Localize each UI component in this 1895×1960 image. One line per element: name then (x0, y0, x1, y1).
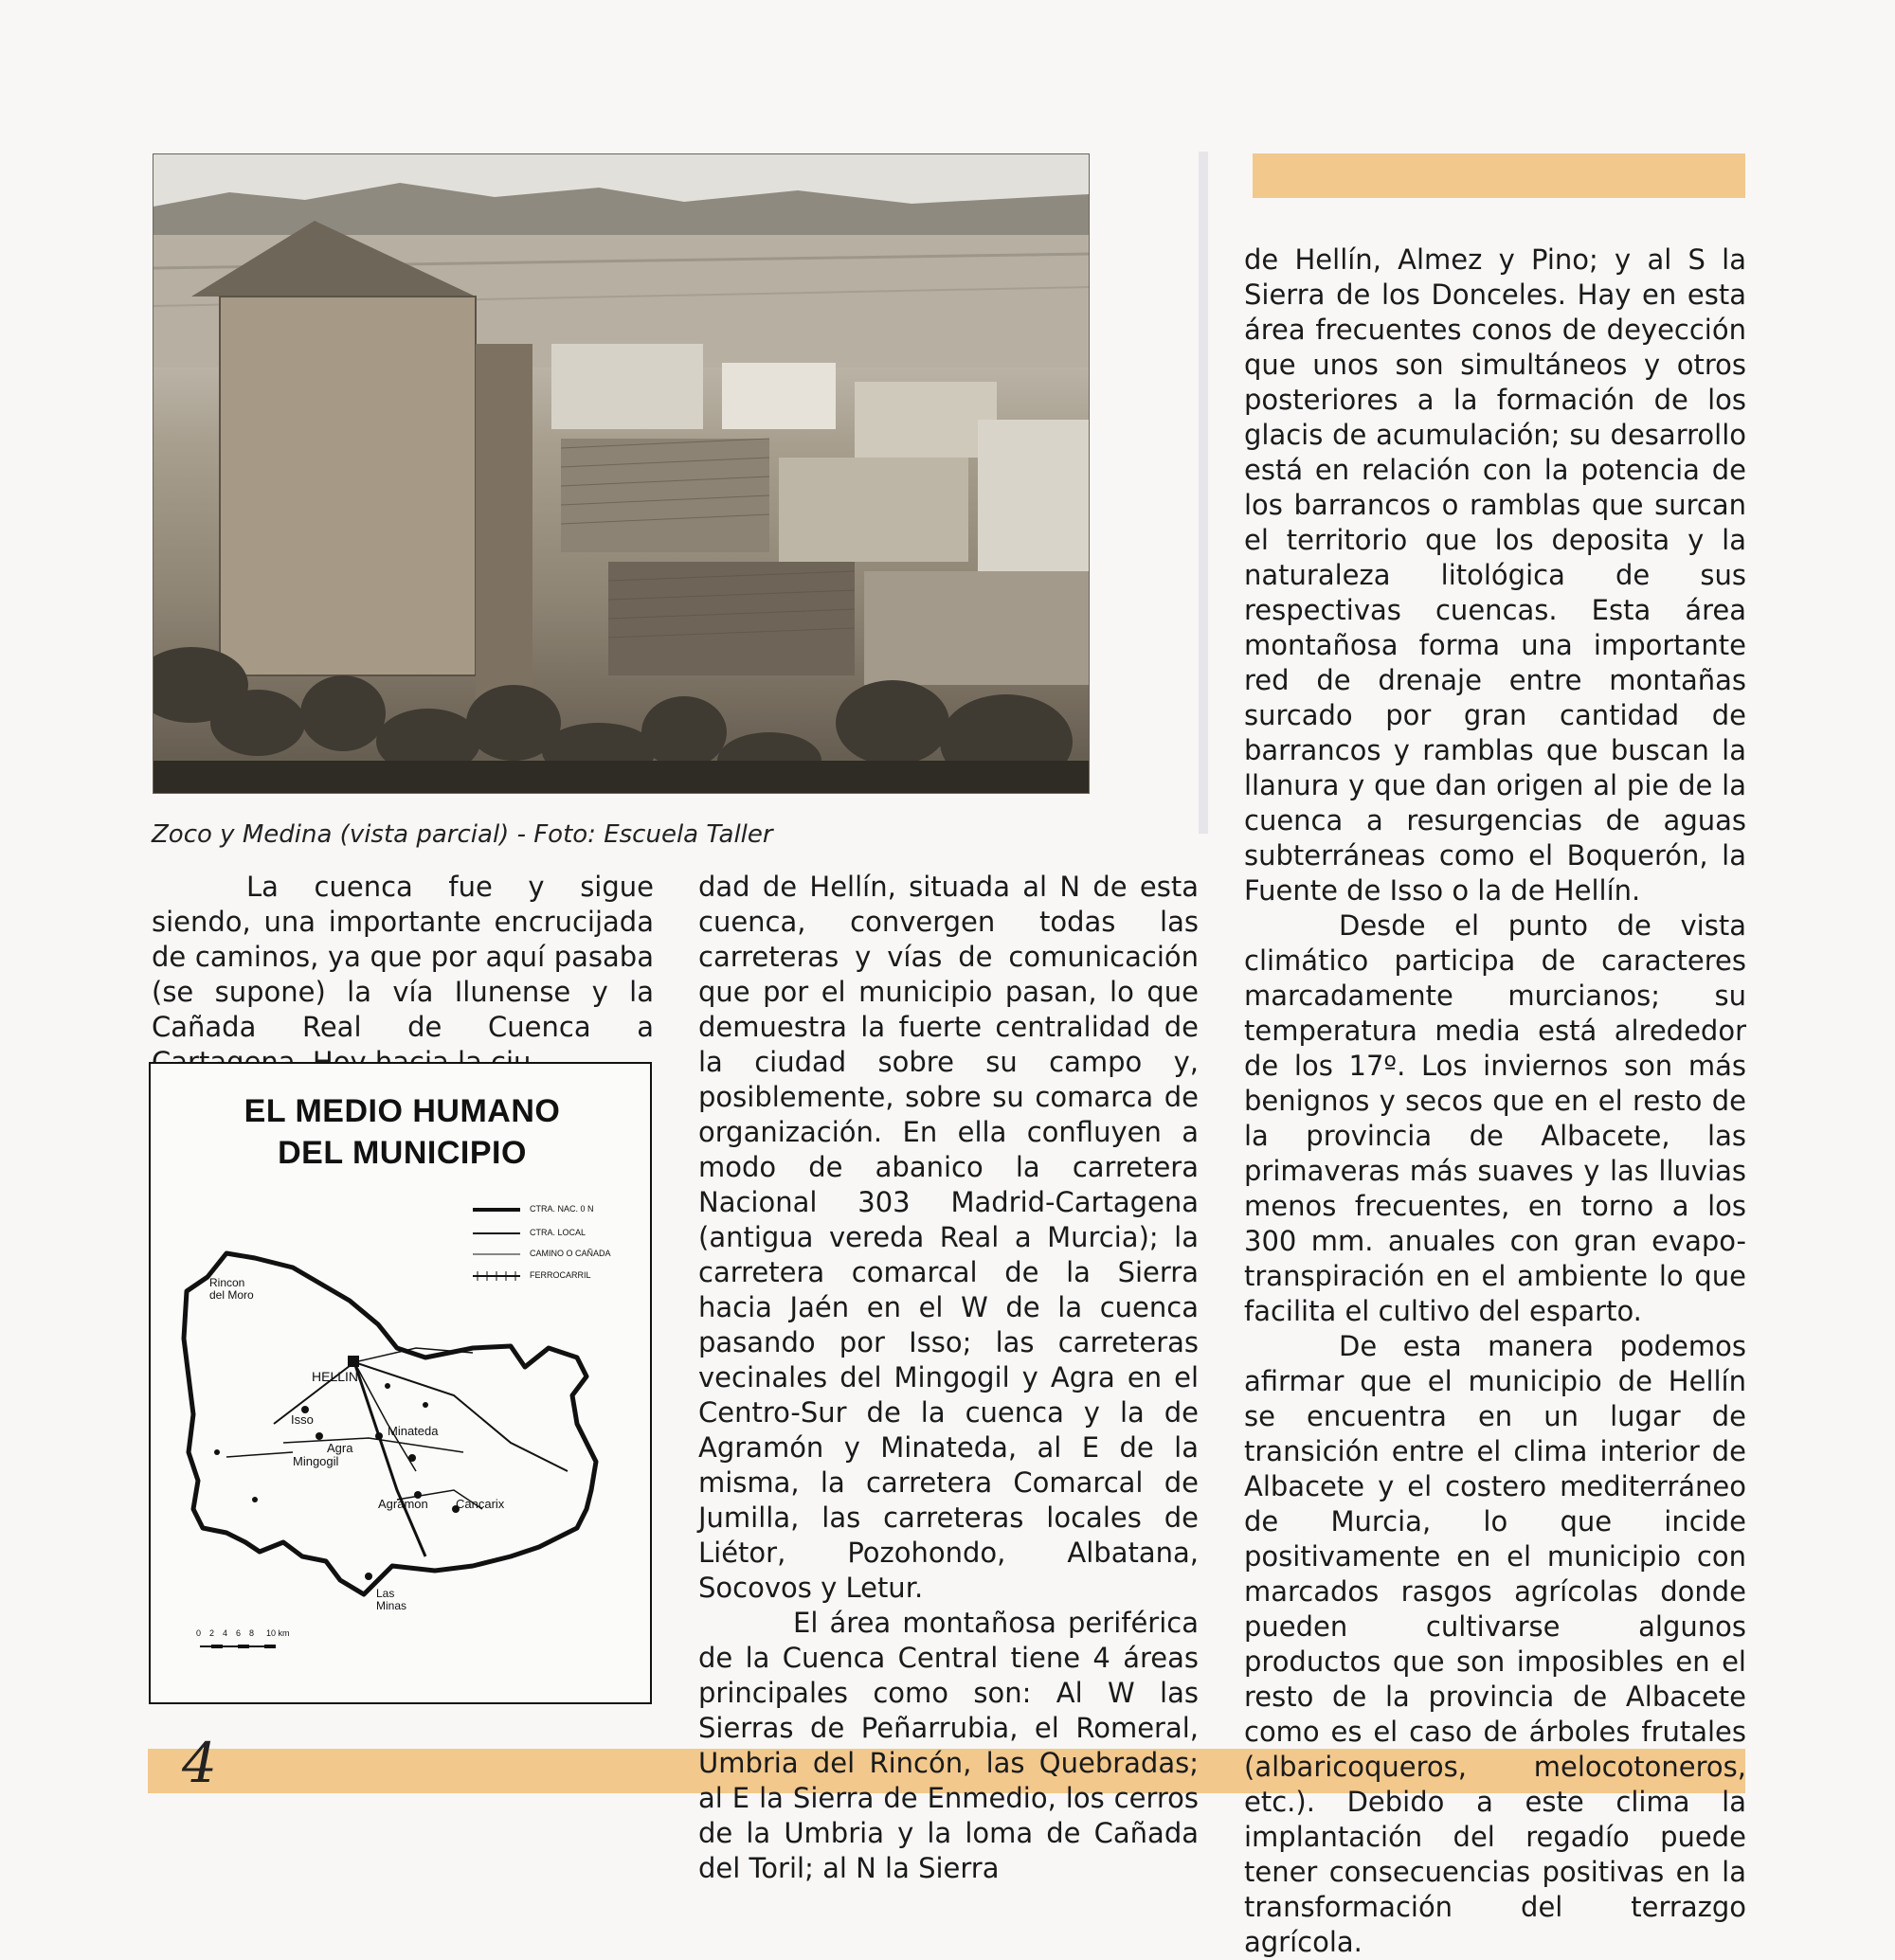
top-accent-band (1253, 153, 1745, 198)
paragraph: De esta manera podemos afirmar que el municipio de Hellín se encuentra en un lugar de transición entre el clima interior de Albacete y el costero mediterráneo de Murcia, lo que incide positivamente en el municipio con marcados rasgos agrícolas donde pueden cultivarse algunos productos que son imposibles en el resto de la provincia de Albacete como es el caso de árboles frutales (albaricoqueros, melocotoneros, etc.). Debido a este clima la implantación del regadío puede tener consecuencias positivas en la transformación del terrazgo agrícola. (1244, 1330, 1746, 1958)
scale-label: 0 (196, 1628, 202, 1638)
map-place-label: Minateda (388, 1424, 439, 1438)
page-number: 4 (182, 1731, 217, 1795)
map-place-label: Cancarix (456, 1497, 505, 1511)
column-1 (152, 870, 654, 1080)
town-photo (153, 153, 1090, 794)
scale-label: 10 km (266, 1628, 290, 1638)
map-place-label: Mingogil (293, 1454, 339, 1468)
photo-caption: Zoco y Medina (vista parcial) - Foto: Escuela Taller (152, 820, 773, 849)
map-title-line-1: EL MEDIO HUMANO (244, 1093, 561, 1129)
map-place-label: Las Minas (376, 1587, 407, 1612)
scale-label: 4 (223, 1628, 228, 1638)
paragraph: Desde el punto de vista climático participa de caracteres marcadamente murcianos; su temperatura media está alrededor de los 17º. Los inviernos son más benignos y secos que en el resto de la provincia de Albacete, las primaveras más suaves y las lluvias menos frecuentes, en torno a los 300 mm. anuales con gran evapo-transpiración en el ambiente lo que facilita el cultivo del esparto. (1244, 909, 1746, 1327)
column-3 (1244, 243, 1746, 1960)
legend-item: FERROCARRIL (530, 1270, 591, 1280)
legend-item: CTRA. LOCAL (530, 1228, 587, 1237)
scale-label: 6 (236, 1628, 242, 1638)
column-2 (698, 870, 1199, 1886)
municipality-map (149, 1062, 652, 1704)
scale-label: 2 (209, 1628, 215, 1638)
scale-label: 8 (249, 1628, 255, 1638)
map-place-label: HELLIN (312, 1369, 359, 1384)
paragraph: dad de Hellín, situada al N de esta cuenca, convergen todas las carreteras y vías de comunicación que por el municipio pasan, lo que demuestra la fuerte centralidad de la ciudad sobre su campo y, posiblemente, sobre su comarca de organización. En ella confluyen a modo de abanico la carretera Nacional 303 Madrid-Cartagena (antigua vereda Real a Murcia); la carretera comarcal de la Sierra hacia Jaén en el W de la cuenca pasando por Isso; las carreteras vecinales del Mingogil y Agra en el Centro-Sur de la cuenca y la de Agramón y Minateda, al E de la misma, la carretera Comarcal de Jumilla, las carreteras locales de Liétor, Pozohondo, Albatana, Socovos y Letur. (698, 871, 1199, 1604)
paragraph: de Hellín, Almez y Pino; y al S la Sierra de los Donceles. Hay en esta área frecuentes conos de deyección que unos son simultáneos y otros posteriores a la formación de los glacis de acumulación; su desarrollo está en relación con la potencia de los barrancos o ramblas que surcan el territorio que los deposita y la naturaleza litológica de sus respectivas cuencas. Esta área montañosa forma una importante red de drenaje entre montañas surcado por gran cantidad de barrancos y ramblas que buscan la llanura y que dan origen al pie de la cuenca a resurgencias de aguas subterráneas como el Boquerón, la Fuente de Isso o la de Hellín. (1244, 243, 1746, 907)
paragraph: El área montañosa periférica de la Cuenca Central tiene 4 áreas principales como son: Al W las Sierras de Peñarrubia, el Romeral, Umbria del Rincón, las Quebradas; al E la Sierra de Enmedio, los cerros de la Umbria y la loma de Cañada del Toril; al N la Sierra (698, 1607, 1199, 1884)
map-place-label: Agra (327, 1441, 353, 1455)
map-place-label: Agramon (378, 1497, 428, 1511)
map-place-label: Rincon del Moro (209, 1276, 254, 1302)
paragraph: La cuenca fue y sigue siendo, una importante encrucijada de caminos, ya que por aquí pasaba (se supone) la vía Ilunense y la Cañada Real de Cuenca a (152, 871, 654, 1043)
map-title-line-2: DEL MUNICIPIO (278, 1135, 527, 1171)
page-shadow-strip (1199, 152, 1208, 834)
town-photo-illustration (153, 154, 1089, 793)
legend-item: CTRA. NAC. 0 N (530, 1204, 594, 1214)
legend-item: CAMINO O CAÑADA (530, 1249, 611, 1258)
map-place-label: Isso (291, 1412, 314, 1427)
